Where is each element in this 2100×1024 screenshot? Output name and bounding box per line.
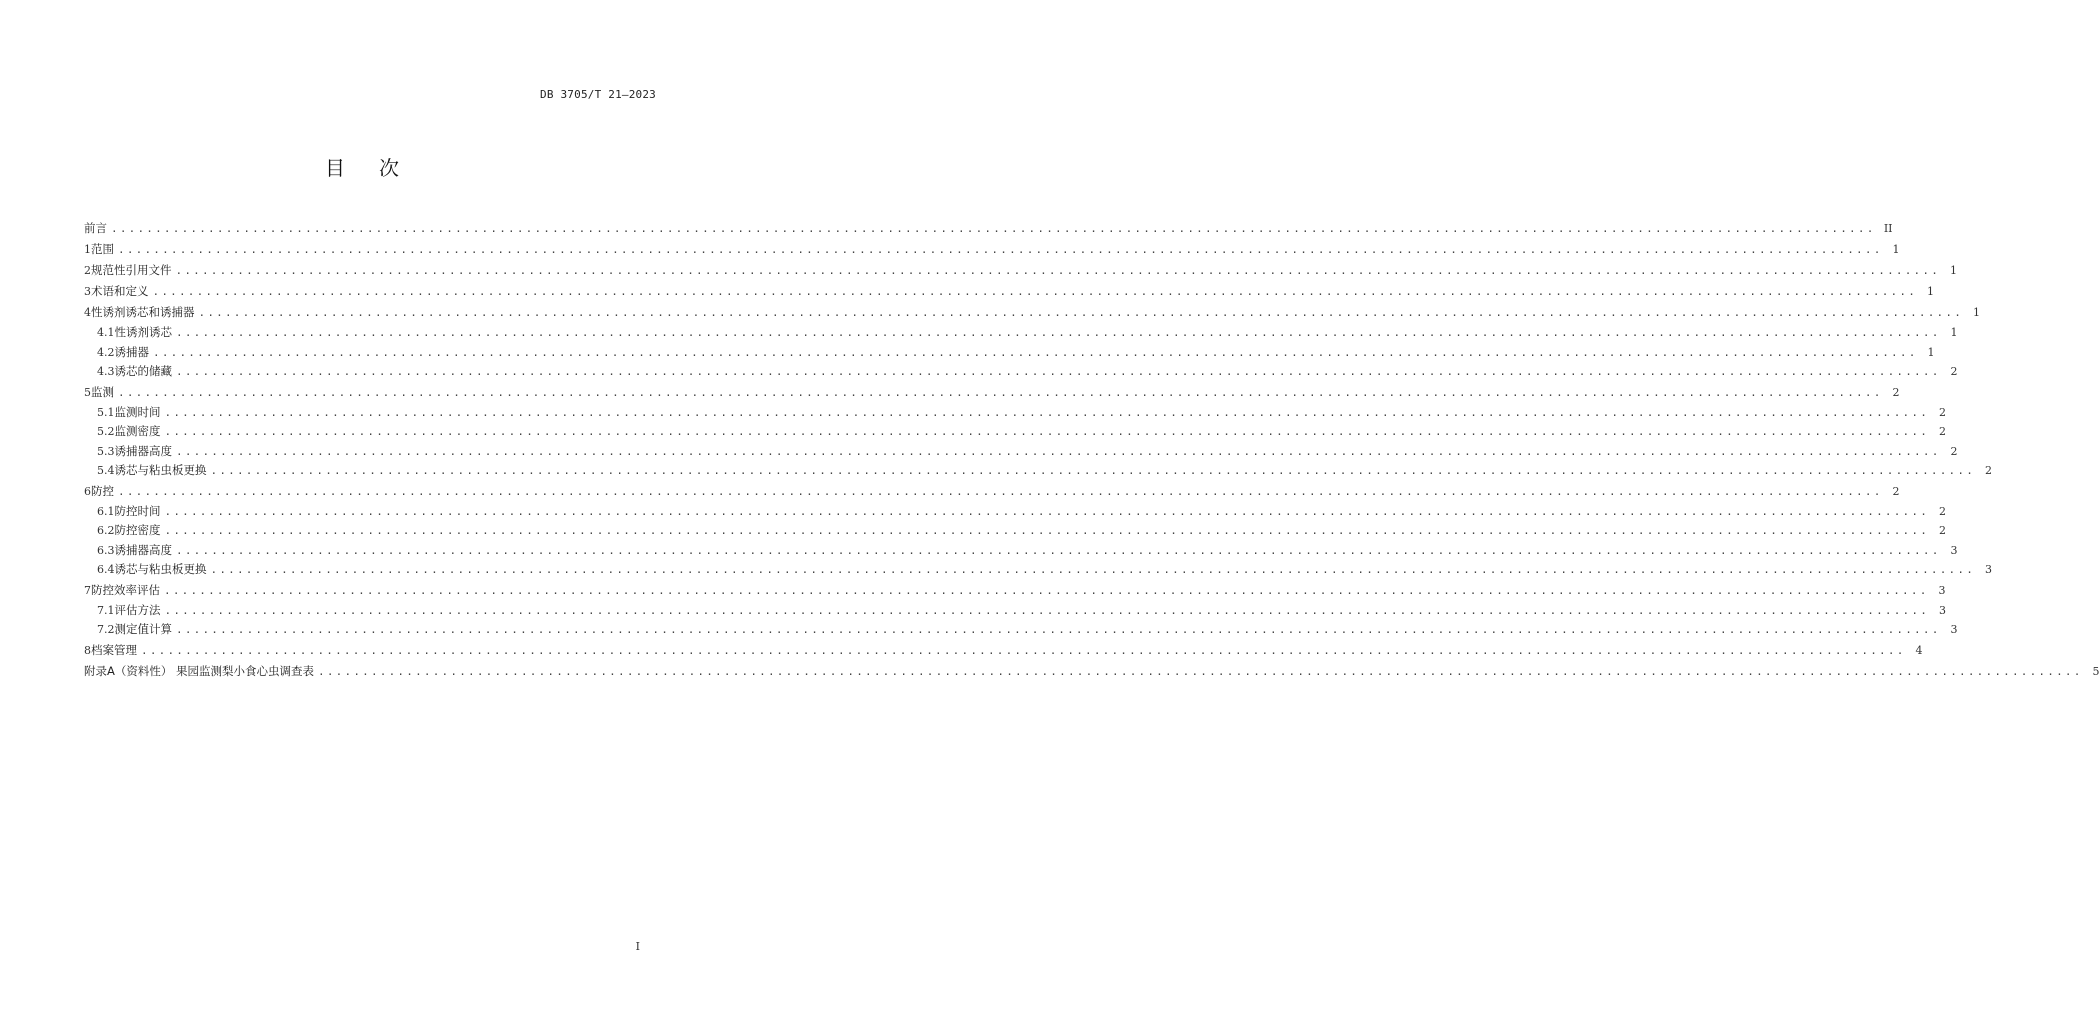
toc-entry-page: 2 bbox=[1950, 444, 1958, 458]
toc-entry[interactable] bbox=[84, 601, 1947, 621]
toc-entry-label: 附录A（资料性） 果园监测梨小食心虫调查表 bbox=[84, 663, 315, 678]
toc-dot-leader: ........................................................................................................................................................................................................ bbox=[164, 524, 1930, 537]
toc-entry-page: 1 bbox=[1973, 306, 1981, 319]
toc-entry-number: 4.2 bbox=[97, 345, 115, 359]
toc-entry-label: 诱捕器高度 bbox=[114, 542, 172, 557]
toc-entry-page: 4 bbox=[1915, 643, 1923, 657]
toc-entry[interactable] bbox=[84, 560, 1993, 580]
toc-entry-number: 6.3 bbox=[97, 543, 115, 557]
table-of-contents bbox=[84, 218, 2100, 682]
toc-entry-label: 范围 bbox=[91, 242, 114, 256]
toc-entry-label: 评估方法 bbox=[114, 602, 161, 617]
toc-entry-page: 2 bbox=[1939, 504, 1947, 518]
toc-dot-leader: ........................................................................................................................................................................................................ bbox=[152, 285, 1918, 298]
toc-entry[interactable] bbox=[84, 382, 1900, 403]
toc-entry-page: 1 bbox=[1950, 264, 1958, 277]
toc-entry-label: 诱芯与粘虫板更换 bbox=[114, 562, 207, 576]
toc-entry-number: 6.2 bbox=[97, 524, 115, 537]
toc-entry-page: 2 bbox=[1985, 464, 1993, 477]
toc-entry-number: 6.1 bbox=[97, 504, 115, 518]
toc-dot-leader: ........................................................................................................................................................................................................ bbox=[111, 222, 1876, 235]
toc-entry[interactable] bbox=[84, 442, 1958, 462]
toc-entry-label: 规范性引用文件 bbox=[91, 263, 172, 277]
toc-entry[interactable] bbox=[84, 323, 1958, 343]
toc-entry-label: 术语和定义 bbox=[91, 284, 149, 298]
toc-entry-page: 2 bbox=[1939, 425, 1947, 438]
standard-code: DB 3705/T 21—2023 bbox=[540, 88, 656, 101]
toc-entry[interactable] bbox=[84, 661, 2100, 682]
toc-dot-leader: ........................................................................................................................................................................................................ bbox=[164, 504, 1930, 518]
toc-entry-page: 1 bbox=[1927, 345, 1935, 359]
toc-entry-label: 诱芯的储藏 bbox=[114, 364, 172, 378]
toc-entry[interactable] bbox=[84, 580, 1946, 601]
toc-entry-label: 防控密度 bbox=[114, 523, 161, 537]
toc-dot-leader: ........................................................................................................................................................................................................ bbox=[141, 643, 1906, 657]
toc-entry-page: 1 bbox=[1927, 285, 1935, 298]
toc-dot-leader: ........................................................................................................................................................................................................ bbox=[176, 543, 1941, 557]
toc-dot-leader: ........................................................................................................................................................................................................ bbox=[176, 365, 1941, 378]
toc-entry-label: 性诱剂诱芯 bbox=[114, 325, 172, 339]
toc-entry-number: 7.1 bbox=[97, 603, 115, 617]
footer-page-number: I bbox=[635, 940, 640, 953]
toc-entry-page: 3 bbox=[1985, 563, 1993, 576]
toc-entry[interactable] bbox=[84, 281, 1935, 302]
toc-entry-number: 5 bbox=[84, 385, 91, 399]
toc-entry-label: 诱捕器高度 bbox=[114, 443, 172, 458]
toc-entry-page: 1 bbox=[1892, 243, 1900, 256]
toc-entry[interactable] bbox=[84, 239, 1900, 260]
toc-entry-label: 诱芯与粘虫板更换 bbox=[114, 463, 207, 477]
toc-entry-number: 8 bbox=[84, 643, 91, 657]
toc-entry[interactable] bbox=[84, 461, 1993, 481]
toc-entry-label: 诱捕器 bbox=[114, 344, 149, 359]
toc-entry-label: 测定值计算 bbox=[114, 622, 172, 636]
toc-entry-number: 4 bbox=[84, 306, 91, 319]
toc-entry[interactable] bbox=[84, 521, 1947, 541]
toc-entry-page: II bbox=[1883, 222, 1893, 235]
toc-dot-leader: ........................................................................................................................................................................................................ bbox=[164, 425, 1930, 438]
toc-entry-page: 2 bbox=[1892, 385, 1900, 399]
toc-entry-label: 监测 bbox=[91, 384, 114, 399]
toc-entry-number: 7 bbox=[84, 583, 91, 597]
toc-entry-label: 前言 bbox=[84, 221, 107, 235]
toc-entry-page: 3 bbox=[1939, 603, 1947, 617]
toc-entry-number: 4.1 bbox=[97, 326, 115, 339]
toc-entry[interactable] bbox=[84, 502, 1947, 522]
toc-entry-label: 监测密度 bbox=[114, 424, 161, 438]
toc-entry-page: 3 bbox=[1950, 543, 1958, 557]
toc-entry-number: 5.3 bbox=[97, 444, 115, 458]
toc-dot-leader: ........................................................................................................................................................................................................ bbox=[118, 243, 1883, 256]
toc-entry-label: 防控时间 bbox=[114, 503, 161, 518]
toc-entry-number: 3 bbox=[84, 285, 91, 298]
toc-entry-page: 2 bbox=[1950, 365, 1958, 378]
toc-entry-page: 2 bbox=[1892, 484, 1900, 498]
toc-dot-leader: ........................................................................................................................................................................................................ bbox=[118, 385, 1883, 399]
toc-dot-leader: ........................................................................................................................................................................................................ bbox=[198, 306, 1964, 319]
toc-dot-leader: ........................................................................................................................................................................................................ bbox=[318, 664, 2083, 678]
toc-dot-leader: ........................................................................................................................................................................................................ bbox=[175, 264, 1941, 277]
toc-entry-number: 6.4 bbox=[97, 563, 115, 576]
toc-dot-leader: ........................................................................................................................................................................................................ bbox=[210, 464, 1976, 477]
toc-entry-number: 5.2 bbox=[97, 425, 115, 438]
toc-entry-label: 档案管理 bbox=[91, 642, 137, 657]
toc-entry-page: 3 bbox=[1950, 623, 1958, 636]
toc-entry-label: 性诱剂诱芯和诱捕器 bbox=[91, 305, 195, 319]
toc-dot-leader: ........................................................................................................................................................................................................ bbox=[153, 345, 1918, 359]
toc-dot-leader: ........................................................................................................................................................................................................ bbox=[164, 583, 1929, 597]
toc-entry-page: 3 bbox=[1938, 583, 1946, 597]
toc-entry[interactable] bbox=[84, 403, 1947, 423]
toc-dot-leader: ........................................................................................................................................................................................................ bbox=[118, 484, 1883, 498]
toc-entry[interactable] bbox=[84, 362, 1958, 382]
toc-dot-leader: ........................................................................................................................................................................................................ bbox=[176, 444, 1941, 458]
toc-entry[interactable] bbox=[84, 343, 1935, 363]
toc-entry-page: 5 bbox=[2092, 664, 2100, 678]
toc-entry[interactable] bbox=[84, 640, 1923, 661]
toc-dot-leader: ........................................................................................................................................................................................................ bbox=[176, 326, 1941, 339]
toc-entry-page: 1 bbox=[1950, 326, 1958, 339]
toc-entry-number: 5.4 bbox=[97, 464, 115, 477]
toc-entry-number: 2 bbox=[84, 264, 91, 277]
toc-entry-label: 监测时间 bbox=[114, 404, 161, 419]
toc-entry-label: 防控效率评估 bbox=[91, 582, 160, 597]
toc-entry[interactable] bbox=[84, 481, 1900, 502]
toc-entry[interactable] bbox=[84, 541, 1958, 561]
toc-entry-page: 2 bbox=[1939, 405, 1947, 419]
toc-entry-number: 4.3 bbox=[97, 365, 115, 378]
toc-dot-leader: ........................................................................................................................................................................................................ bbox=[176, 623, 1941, 636]
toc-entry-page: 2 bbox=[1939, 524, 1947, 537]
toc-dot-leader: ........................................................................................................................................................................................................ bbox=[210, 563, 1976, 576]
toc-entry-number: 1 bbox=[84, 243, 91, 256]
toc-entry[interactable] bbox=[84, 422, 1947, 442]
toc-dot-leader: ........................................................................................................................................................................................................ bbox=[164, 405, 1930, 419]
toc-entry[interactable] bbox=[84, 302, 1981, 323]
toc-entry[interactable] bbox=[84, 218, 1893, 239]
toc-entry[interactable] bbox=[84, 260, 1958, 281]
toc-dot-leader: ........................................................................................................................................................................................................ bbox=[164, 603, 1930, 617]
toc-entry-label: 防控 bbox=[91, 483, 114, 498]
toc-entry-number: 5.1 bbox=[97, 405, 115, 419]
toc-entry-number: 7.2 bbox=[97, 623, 115, 636]
toc-entry[interactable] bbox=[84, 620, 1958, 640]
page-title: 目次 bbox=[325, 156, 433, 180]
toc-entry-number: 6 bbox=[84, 484, 91, 498]
